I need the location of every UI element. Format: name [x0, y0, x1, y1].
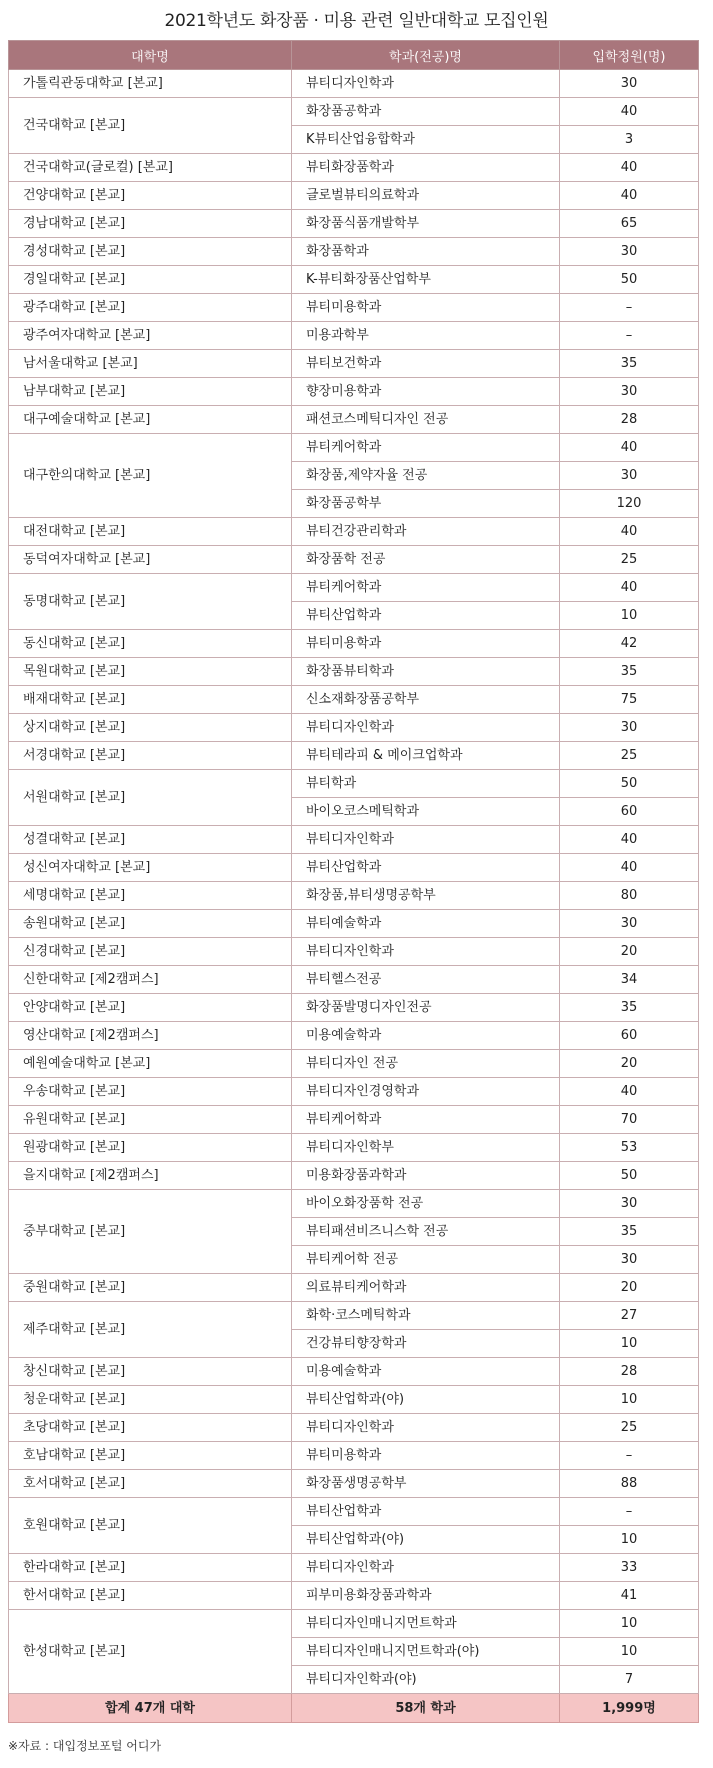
university-cell: 영산대학교 [제2캠퍼스]: [9, 1022, 292, 1050]
university-cell: 대전대학교 [본교]: [9, 518, 292, 546]
quota-cell: 50: [560, 1162, 699, 1190]
university-cell: 유원대학교 [본교]: [9, 1106, 292, 1134]
department-cell: 미용화장품과학과: [292, 1162, 560, 1190]
quota-cell: 28: [560, 1358, 699, 1386]
university-cell: 상지대학교 [본교]: [9, 714, 292, 742]
university-cell: 목원대학교 [본교]: [9, 658, 292, 686]
quota-cell: 10: [560, 1526, 699, 1554]
quota-cell: 50: [560, 770, 699, 798]
quota-cell: 60: [560, 798, 699, 826]
quota-cell: 35: [560, 350, 699, 378]
university-cell: 예원예술대학교 [본교]: [9, 1050, 292, 1078]
quota-cell: 35: [560, 658, 699, 686]
quota-cell: 40: [560, 154, 699, 182]
quota-cell: 120: [560, 490, 699, 518]
page-title: 2021학년도 화장품 · 미용 관련 일반대학교 모집인원: [164, 11, 549, 31]
quota-cell: 33: [560, 1554, 699, 1582]
quota-cell: 30: [560, 70, 699, 98]
table-header-row: [9, 41, 699, 70]
department-cell: 글로벌뷰티의료학과: [292, 182, 560, 210]
table-row: [9, 266, 699, 294]
department-cell: 뷰티산업학과: [292, 1498, 560, 1526]
department-cell: 신소재화장품공학부: [292, 686, 560, 714]
quota-cell: 27: [560, 1302, 699, 1330]
quota-cell: 20: [560, 1050, 699, 1078]
department-cell: 뷰티케어학과: [292, 574, 560, 602]
department-cell: 뷰티미용학과: [292, 630, 560, 658]
quota-cell: 30: [560, 462, 699, 490]
quota-cell: 7: [560, 1666, 699, 1694]
department-cell: 뷰티디자인학과: [292, 938, 560, 966]
quota-cell: 75: [560, 686, 699, 714]
university-cell: 원광대학교 [본교]: [9, 1134, 292, 1162]
quota-cell: 50: [560, 266, 699, 294]
quota-cell: 80: [560, 882, 699, 910]
table-row: [9, 1162, 699, 1190]
department-cell: 뷰티디자인학과: [292, 1554, 560, 1582]
quota-cell: 30: [560, 910, 699, 938]
university-cell: 한라대학교 [본교]: [9, 1554, 292, 1582]
department-cell: 뷰티디자인학과: [292, 714, 560, 742]
table-row: [9, 1078, 699, 1106]
table-row: [9, 1106, 699, 1134]
university-cell: 동신대학교 [본교]: [9, 630, 292, 658]
quota-cell: 30: [560, 378, 699, 406]
table-row: [9, 238, 699, 266]
quota-cell: 10: [560, 1330, 699, 1358]
quota-cell: 40: [560, 518, 699, 546]
table-row: [9, 154, 699, 182]
department-cell: 뷰티디자인학과(야): [292, 1666, 560, 1694]
department-cell: 뷰티보건학과: [292, 350, 560, 378]
university-cell: 남서울대학교 [본교]: [9, 350, 292, 378]
university-cell: 을지대학교 [제2캠퍼스]: [9, 1162, 292, 1190]
university-cell: 성신여자대학교 [본교]: [9, 854, 292, 882]
table-row: [9, 742, 699, 770]
quota-cell: 30: [560, 714, 699, 742]
department-cell: 화장품,제약자율 전공: [292, 462, 560, 490]
university-cell: 중원대학교 [본교]: [9, 1274, 292, 1302]
department-cell: 의료뷰티케어학과: [292, 1274, 560, 1302]
table-row: [9, 658, 699, 686]
university-cell: 광주대학교 [본교]: [9, 294, 292, 322]
total-row: [9, 1694, 699, 1723]
department-cell: 뷰티디자인매니지먼트학과: [292, 1610, 560, 1638]
university-cell: 경성대학교 [본교]: [9, 238, 292, 266]
department-cell: 향장미용학과: [292, 378, 560, 406]
department-cell: 뷰티산업학과: [292, 602, 560, 630]
department-cell: 화학·코스메틱학과: [292, 1302, 560, 1330]
table-row: [9, 770, 699, 798]
quota-cell: 65: [560, 210, 699, 238]
university-cell: 건양대학교 [본교]: [9, 182, 292, 210]
quota-cell: 88: [560, 1470, 699, 1498]
table-row: [9, 546, 699, 574]
university-cell: 신경대학교 [본교]: [9, 938, 292, 966]
table-row: [9, 98, 699, 126]
quota-cell: 20: [560, 938, 699, 966]
total-label: 합계 47개 대학: [9, 1694, 292, 1723]
table-body: [9, 70, 699, 1694]
university-cell: 청운대학교 [본교]: [9, 1386, 292, 1414]
table-row: [9, 1582, 699, 1610]
department-cell: 패션코스메틱디자인 전공: [292, 406, 560, 434]
university-cell: 서원대학교 [본교]: [9, 770, 292, 826]
quota-cell: –: [560, 322, 699, 350]
department-cell: K-뷰티화장품산업학부: [292, 266, 560, 294]
table-row: [9, 630, 699, 658]
quota-cell: 10: [560, 602, 699, 630]
quota-cell: 40: [560, 854, 699, 882]
table-row: [9, 406, 699, 434]
quota-cell: –: [560, 294, 699, 322]
quota-cell: 10: [560, 1638, 699, 1666]
table-row: [9, 1134, 699, 1162]
department-cell: 뷰티디자인학과: [292, 826, 560, 854]
table-row: [9, 854, 699, 882]
table-row: [9, 210, 699, 238]
table-row: [9, 714, 699, 742]
university-cell: 송원대학교 [본교]: [9, 910, 292, 938]
university-cell: 한성대학교 [본교]: [9, 1610, 292, 1694]
department-cell: 바이오코스메틱학과: [292, 798, 560, 826]
table-row: [9, 1554, 699, 1582]
quota-cell: 35: [560, 1218, 699, 1246]
table-row: [9, 322, 699, 350]
table-row: [9, 966, 699, 994]
university-cell: 호서대학교 [본교]: [9, 1470, 292, 1498]
department-cell: 뷰티예술학과: [292, 910, 560, 938]
quota-cell: 25: [560, 1414, 699, 1442]
table-row: [9, 1358, 699, 1386]
department-cell: 화장품공학부: [292, 490, 560, 518]
quota-cell: 30: [560, 1190, 699, 1218]
university-cell: 건국대학교(글로컬) [본교]: [9, 154, 292, 182]
table-row: [9, 1498, 699, 1526]
university-cell: 창신대학교 [본교]: [9, 1358, 292, 1386]
university-cell: 안양대학교 [본교]: [9, 994, 292, 1022]
university-cell: 가톨릭관동대학교 [본교]: [9, 70, 292, 98]
quota-cell: 30: [560, 238, 699, 266]
university-cell: 동덕여자대학교 [본교]: [9, 546, 292, 574]
quota-cell: 42: [560, 630, 699, 658]
department-cell: 화장품학과: [292, 238, 560, 266]
source-note: ※자료 : 대입정보포털 어디가: [8, 1739, 162, 1753]
university-cell: 세명대학교 [본교]: [9, 882, 292, 910]
table-row: [9, 1274, 699, 1302]
university-cell: 동명대학교 [본교]: [9, 574, 292, 630]
quota-cell: –: [560, 1442, 699, 1470]
quota-cell: 40: [560, 826, 699, 854]
department-cell: 뷰티산업학과(야): [292, 1526, 560, 1554]
table-row: [9, 1190, 699, 1218]
table-row: [9, 826, 699, 854]
department-cell: 뷰티학과: [292, 770, 560, 798]
department-cell: 화장품,뷰티생명공학부: [292, 882, 560, 910]
department-cell: 뷰티헬스전공: [292, 966, 560, 994]
total-departments: 58개 학과: [292, 1694, 560, 1723]
table-row: [9, 910, 699, 938]
department-cell: 뷰티디자인경영학과: [292, 1078, 560, 1106]
quota-cell: 70: [560, 1106, 699, 1134]
table-row: [9, 1022, 699, 1050]
table-row: [9, 294, 699, 322]
table-row: [9, 574, 699, 602]
university-cell: 한서대학교 [본교]: [9, 1582, 292, 1610]
university-cell: 서경대학교 [본교]: [9, 742, 292, 770]
quota-cell: 25: [560, 546, 699, 574]
department-cell: 뷰티미용학과: [292, 294, 560, 322]
quota-cell: 10: [560, 1610, 699, 1638]
quota-cell: 34: [560, 966, 699, 994]
department-cell: 바이오화장품학 전공: [292, 1190, 560, 1218]
department-cell: 화장품발명디자인전공: [292, 994, 560, 1022]
university-cell: 배재대학교 [본교]: [9, 686, 292, 714]
department-cell: 화장품공학과: [292, 98, 560, 126]
university-cell: 호남대학교 [본교]: [9, 1442, 292, 1470]
department-cell: 뷰티디자인학과: [292, 70, 560, 98]
quota-cell: 40: [560, 182, 699, 210]
quota-cell: 60: [560, 1022, 699, 1050]
department-cell: 건강뷰티향장학과: [292, 1330, 560, 1358]
table-row: [9, 350, 699, 378]
department-cell: K뷰티산업융합학과: [292, 126, 560, 154]
department-cell: 뷰티건강관리학과: [292, 518, 560, 546]
department-cell: 미용과학부: [292, 322, 560, 350]
department-cell: 뷰티디자인학과: [292, 1414, 560, 1442]
department-cell: 뷰티케어학 전공: [292, 1246, 560, 1274]
department-cell: 화장품학 전공: [292, 546, 560, 574]
university-cell: 남부대학교 [본교]: [9, 378, 292, 406]
admissions-table: [8, 40, 699, 1723]
department-cell: 뷰티케어학과: [292, 1106, 560, 1134]
table-row: [9, 1414, 699, 1442]
university-cell: 대구예술대학교 [본교]: [9, 406, 292, 434]
department-cell: 뷰티디자인 전공: [292, 1050, 560, 1078]
university-cell: 초당대학교 [본교]: [9, 1414, 292, 1442]
table-row: [9, 1386, 699, 1414]
university-cell: 경일대학교 [본교]: [9, 266, 292, 294]
university-cell: 경남대학교 [본교]: [9, 210, 292, 238]
department-cell: 화장품식품개발학부: [292, 210, 560, 238]
quota-cell: 53: [560, 1134, 699, 1162]
university-cell: 호원대학교 [본교]: [9, 1498, 292, 1554]
university-cell: 중부대학교 [본교]: [9, 1190, 292, 1274]
department-cell: 뷰티미용학과: [292, 1442, 560, 1470]
department-cell: 뷰티디자인학부: [292, 1134, 560, 1162]
department-cell: 뷰티패션비즈니스학 전공: [292, 1218, 560, 1246]
department-cell: 피부미용화장품과학과: [292, 1582, 560, 1610]
department-cell: 뷰티케어학과: [292, 434, 560, 462]
quota-cell: 35: [560, 994, 699, 1022]
table-row: [9, 378, 699, 406]
quota-cell: 3: [560, 126, 699, 154]
column-header-quota: 입학정원(명): [560, 41, 699, 70]
quota-cell: 25: [560, 742, 699, 770]
table-row: [9, 994, 699, 1022]
department-cell: 미용예술학과: [292, 1022, 560, 1050]
table-row: [9, 1610, 699, 1638]
university-cell: 광주여자대학교 [본교]: [9, 322, 292, 350]
table-row: [9, 182, 699, 210]
university-cell: 신한대학교 [제2캠퍼스]: [9, 966, 292, 994]
table-row: [9, 938, 699, 966]
table-row: [9, 882, 699, 910]
department-cell: 뷰티산업학과: [292, 854, 560, 882]
department-cell: 화장품생명공학부: [292, 1470, 560, 1498]
department-cell: 뷰티화장품학과: [292, 154, 560, 182]
quota-cell: 20: [560, 1274, 699, 1302]
quota-cell: 30: [560, 1246, 699, 1274]
column-header-department: 학과(전공)명: [292, 41, 560, 70]
university-cell: 제주대학교 [본교]: [9, 1302, 292, 1358]
university-cell: 우송대학교 [본교]: [9, 1078, 292, 1106]
quota-cell: –: [560, 1498, 699, 1526]
quota-cell: 41: [560, 1582, 699, 1610]
quota-cell: 10: [560, 1386, 699, 1414]
column-header-university: 대학명: [9, 41, 292, 70]
quota-cell: 40: [560, 98, 699, 126]
department-cell: 뷰티디자인매니지먼트학과(야): [292, 1638, 560, 1666]
university-cell: 성결대학교 [본교]: [9, 826, 292, 854]
table-row: [9, 1470, 699, 1498]
table-row: [9, 1050, 699, 1078]
table-row: [9, 70, 699, 98]
total-quota: 1,999명: [560, 1694, 699, 1723]
table-row: [9, 1442, 699, 1470]
department-cell: 뷰티산업학과(야): [292, 1386, 560, 1414]
table-row: [9, 518, 699, 546]
quota-cell: 40: [560, 434, 699, 462]
quota-cell: 40: [560, 574, 699, 602]
department-cell: 미용예술학과: [292, 1358, 560, 1386]
university-cell: 대구한의대학교 [본교]: [9, 434, 292, 518]
table-row: [9, 434, 699, 462]
quota-cell: 28: [560, 406, 699, 434]
table-row: [9, 1302, 699, 1330]
university-cell: 건국대학교 [본교]: [9, 98, 292, 154]
quota-cell: 40: [560, 1078, 699, 1106]
department-cell: 뷰티테라피 & 메이크업학과: [292, 742, 560, 770]
table-row: [9, 686, 699, 714]
department-cell: 화장품뷰티학과: [292, 658, 560, 686]
